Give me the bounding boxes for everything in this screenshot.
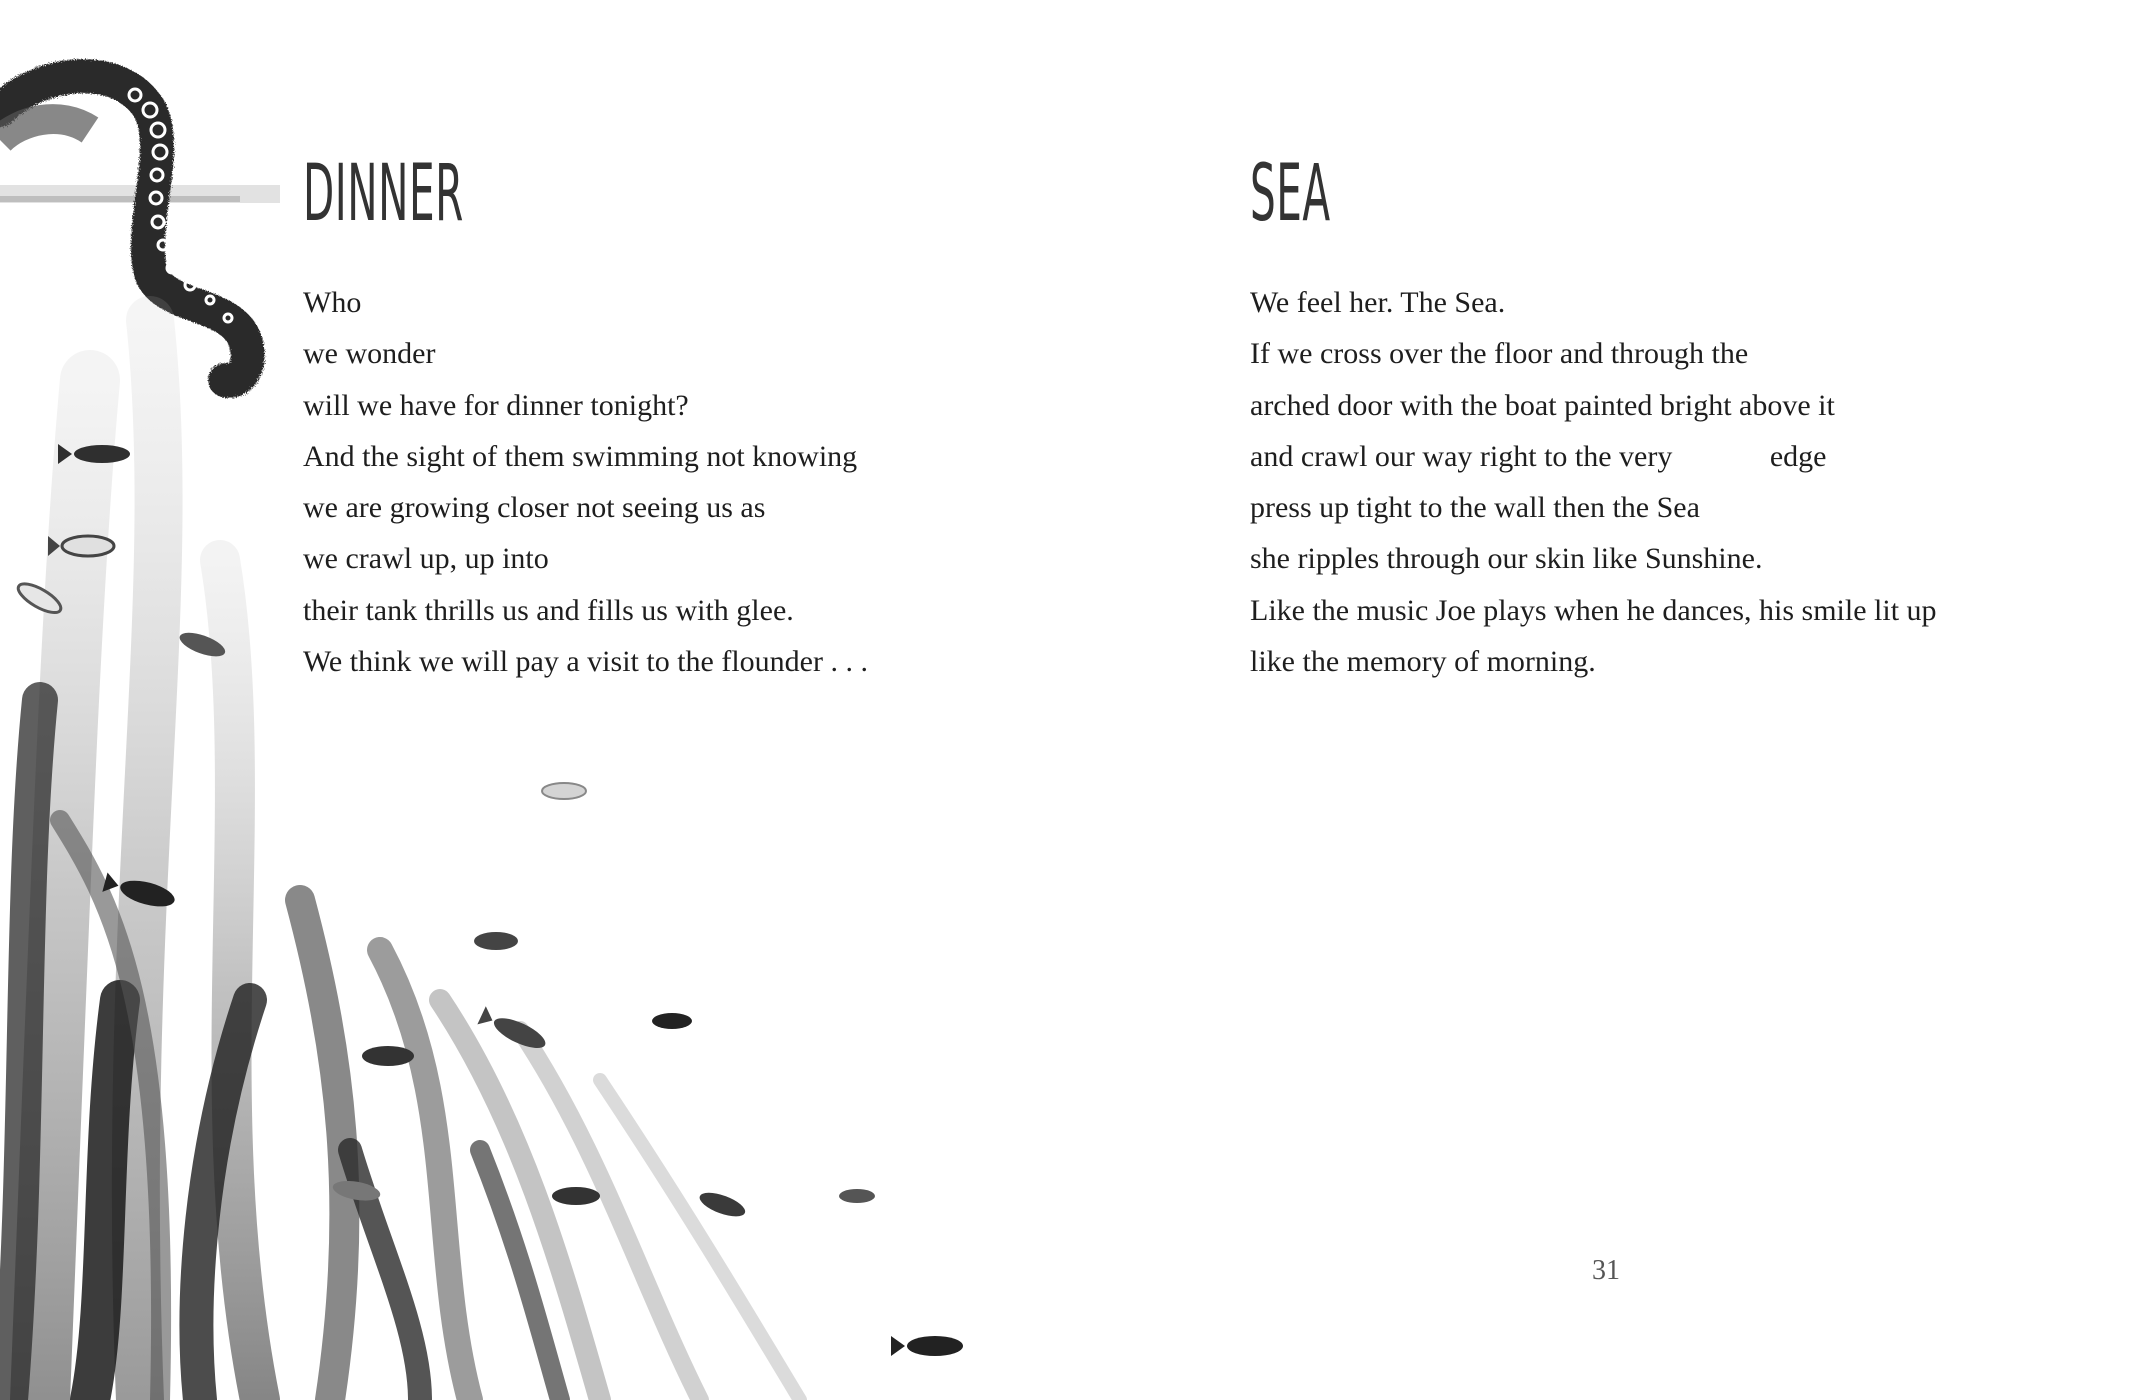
poem-body — [1250, 277, 2010, 687]
poem-line: We think we will pay a visit to the flounder . . . — [303, 645, 868, 679]
poem-title: SEA — [1250, 149, 1331, 239]
poem-line: like the memory of morning. — [1250, 645, 1596, 679]
poem-line: Like the music Joe plays when he dances, his smile lit up — [1250, 593, 1937, 627]
poem-line: their tank thrills us and fills us with glee. — [303, 593, 794, 627]
poem-line: will we have for dinner tonight? — [303, 388, 689, 422]
poem-line: and crawl our way right to the very edge — [1250, 439, 1827, 473]
octopus-tentacle-icon — [0, 76, 248, 381]
poem-line: Who — [303, 286, 362, 319]
poem-line: We feel her. The Sea. — [1250, 286, 1506, 319]
poem-dinner — [303, 149, 943, 687]
poem-line: we are growing closer not seeing us as — [303, 491, 766, 525]
poem-body — [303, 277, 943, 687]
page-number: 31 — [1592, 1255, 1620, 1286]
poem-line: we crawl up, up into — [303, 542, 549, 576]
poem-title: DINNER — [303, 149, 464, 239]
poem-line: press up tight to the wall then the Sea — [1250, 491, 1700, 525]
poem-line: And the sight of them swimming not knowing — [303, 439, 858, 473]
poem-line: she ripples through our skin like Sunshine. — [1250, 542, 1763, 576]
poem-line: If we cross over the floor and through the — [1250, 337, 1749, 371]
poem-line: arched door with the boat painted bright above it — [1250, 388, 1835, 422]
poem-line: we wonder — [303, 337, 436, 371]
poem-sea — [1250, 149, 2010, 687]
